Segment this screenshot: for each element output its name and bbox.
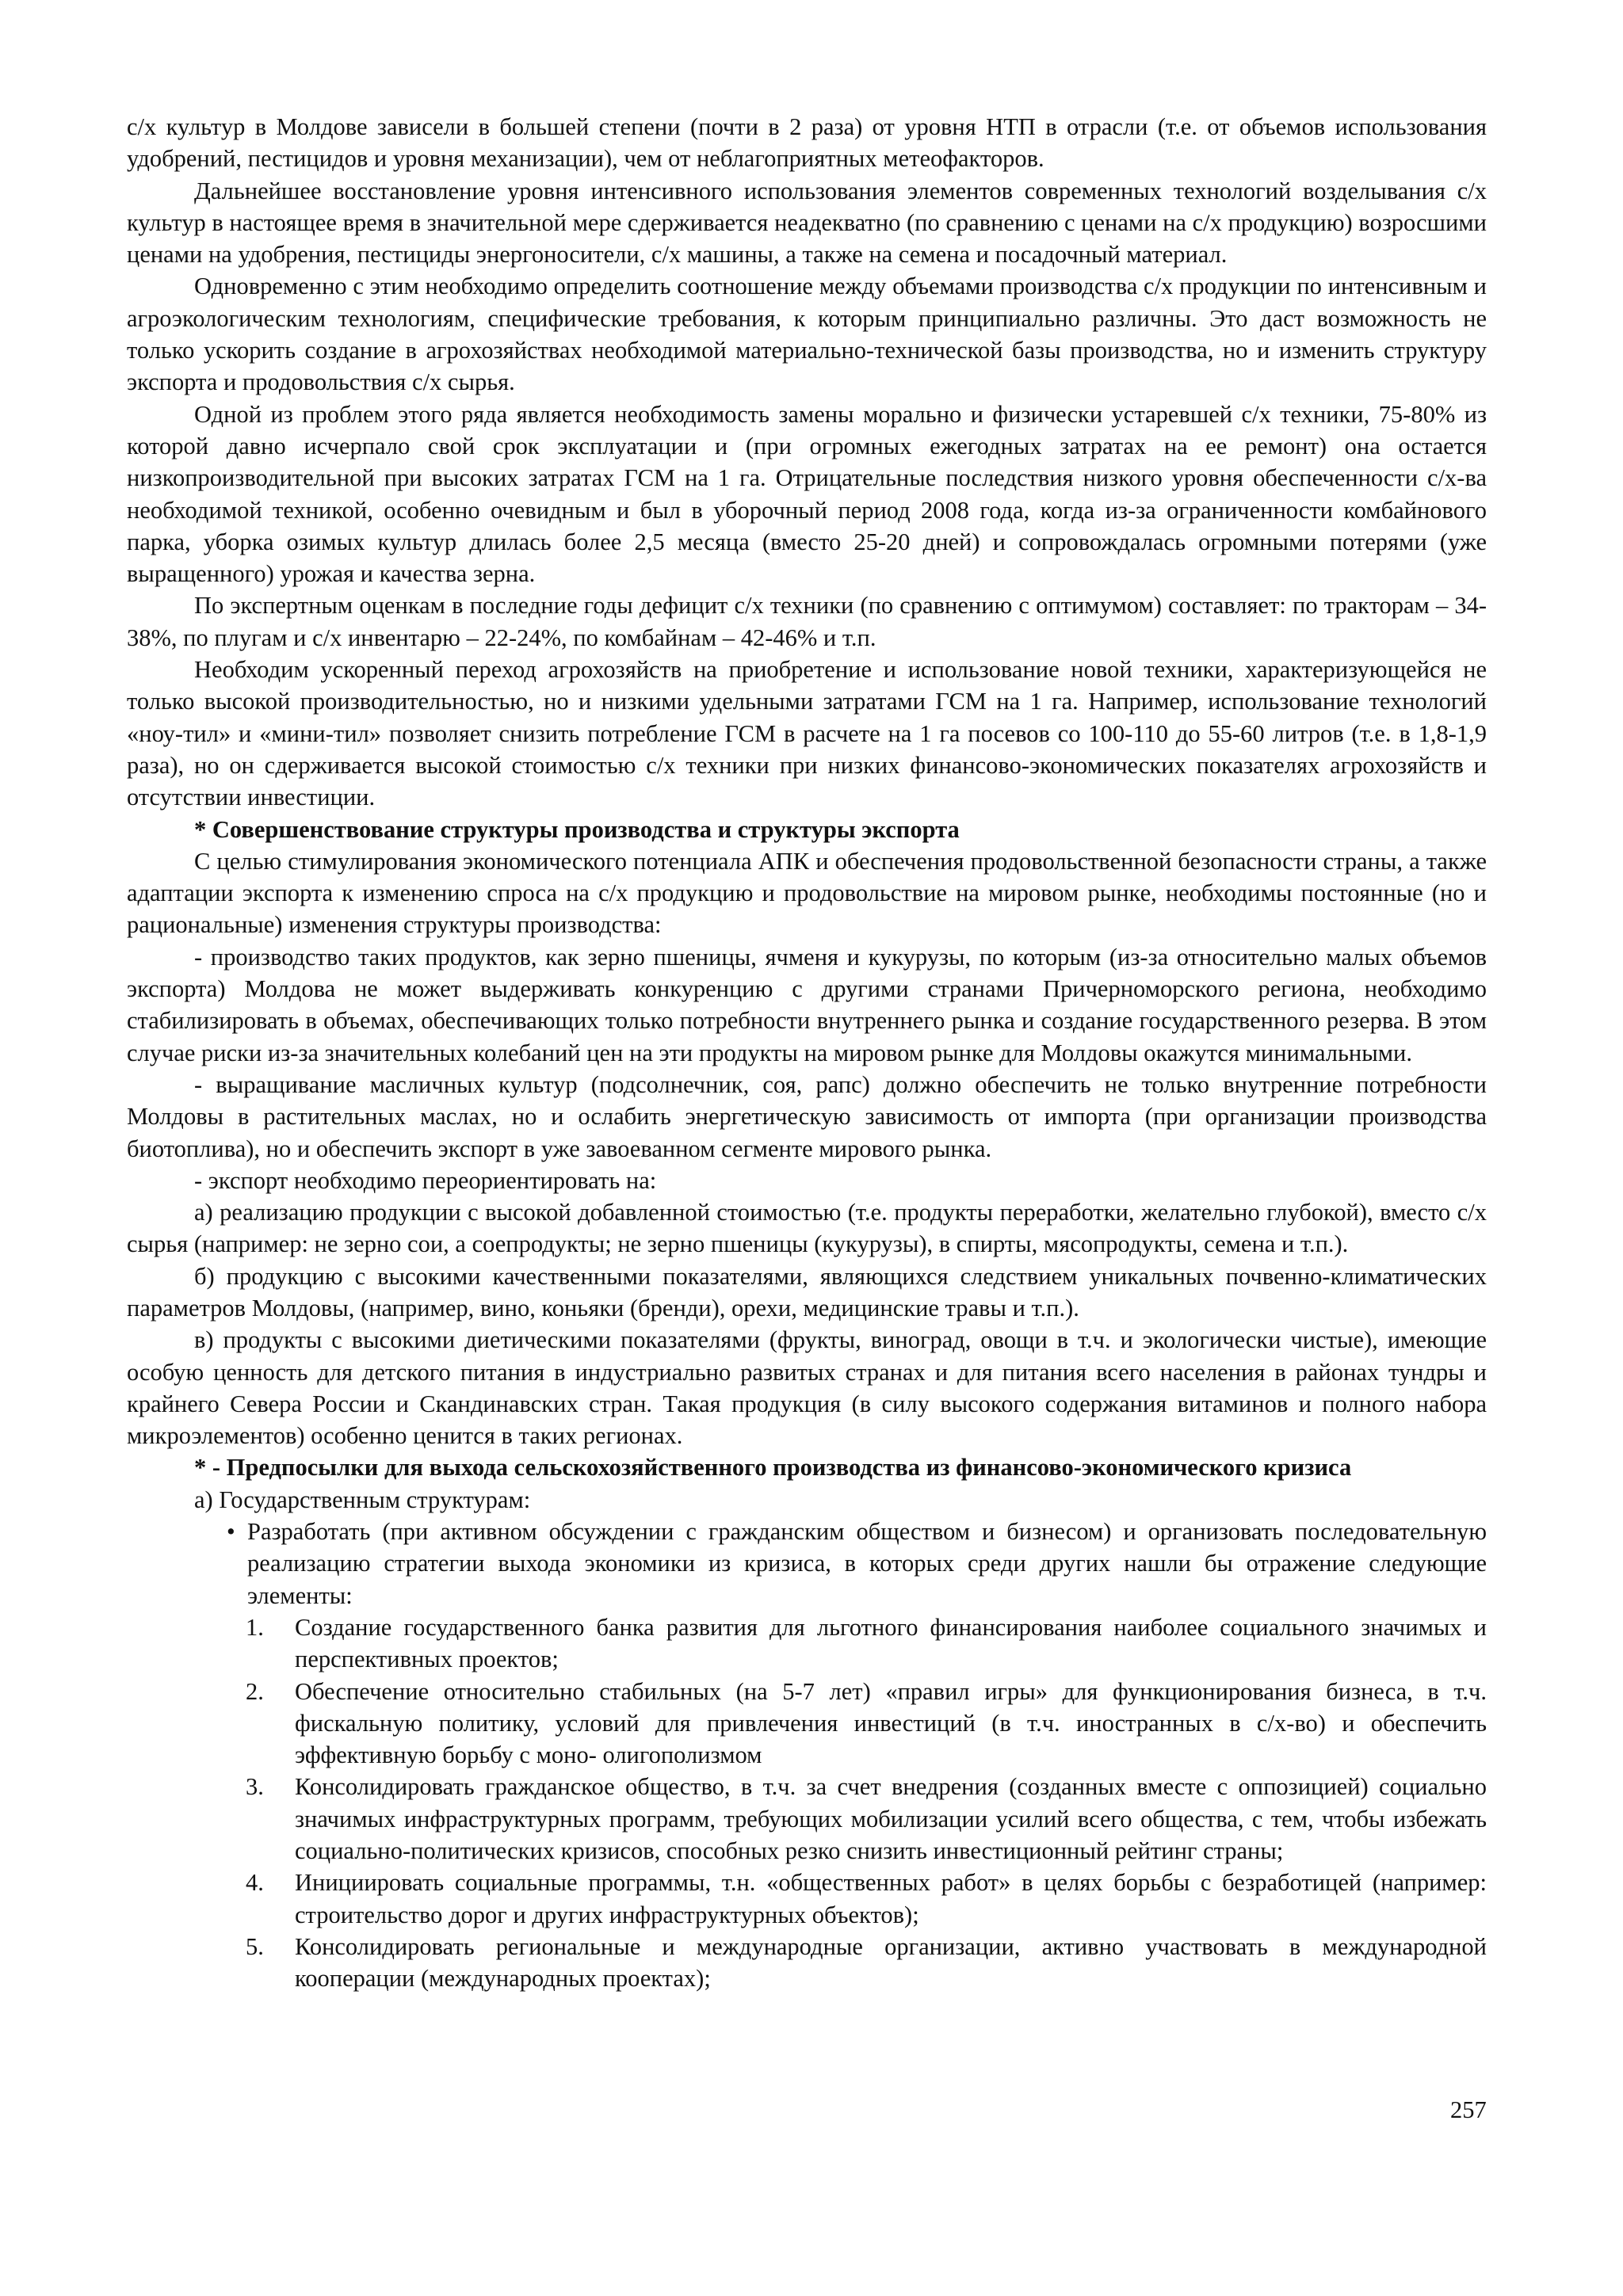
paragraph: в) продукты с высокими диетическими показателями (фрукты, виноград, овощи в т.ч. и экологически чистые), имеющие особую ценность для детского питания в индустриально развитых странах и для питания всего населения в районах тундры и крайнего Севера России и Скандинавских стран. Такая продукция (в силу высокого содержания витаминов и полного набора микроэлементов) особенно ценится в таких регионах. bbox=[127, 1326, 1487, 1450]
list-number: 5. bbox=[246, 1932, 264, 1960]
list-number: 4. bbox=[246, 1869, 264, 1897]
paragraph: Одной из проблем этого ряда является необходимость замены морально и физически устаревшей с/х техники, 75-80% из которой давно исчерпало свой срок эксплуатации и (при огромных ежегодных затратах на ее ремонт) она остается низкопроизводительной при высоких затратах ГСМ на 1 га. Отрицательные последствия низкого уровня обеспеченности с/х-ва необходимой техникой, особенно очевидным и был в уборочный период 2008 года, когда из-за ограниченности комбайнового парка, уборка озимых культур длилась более 2,5 месяца (вместо 25-20 дней) и сопровождалась огромными потерями (уже выращенного) урожая и качества зерна. bbox=[127, 400, 1487, 588]
paragraph: Необходим ускоренный переход агрохозяйств на приобретение и использование новой техники, характеризующейся не только высокой производительностью, но и низкими удельными затратами ГСМ на 1 га. Например, использование технологий «ноу-тил» и «мини-тил» позволяет снизить потребление ГСМ в расчете на 1 га посевов со 100-110 до 55-60 литров (т.е. в 1,8-1,9 раза), но он сдерживается высокой стоимостью с/х техники при низких финансово-экономических показателях агрохозяйств и отсутствии инвестиции. bbox=[127, 656, 1487, 811]
section-heading: * - Предпосылки для выхода сельскохозяйственного производства из финансово-экономического кризиса bbox=[194, 1454, 1352, 1482]
bullet-text: Разработать (при активном обсуждении с гражданским обществом и бизнесом) и организовать последовательную реализацию стратегии выхода экономики из кризиса, в которых среди других нашли бы отражение следующие элементы: bbox=[247, 1518, 1487, 1609]
paragraph: Дальнейшее восстановление уровня интенсивного использования элементов современных технологий возделывания с/х культур в настоящее время в значительной мере сдерживается неадекватно (по сравнению с ценами на с/х продукцию) возросшими ценами на удобрения, пестициды энергоносители, с/х машины, а также на семена и посадочный материал. bbox=[127, 177, 1487, 269]
list-item bbox=[246, 1771, 1487, 1867]
paragraph: - экспорт необходимо переориентировать на: bbox=[194, 1166, 657, 1194]
paragraph: с/х культур в Молдове зависели в большей степени (почти в 2 раза) от уровня НТП в отрасли (т.е. от объемов использования удобрений, пестицидов и уровня механизации), чем от неблагоприятных метеофакторов. bbox=[127, 113, 1487, 173]
list-item bbox=[246, 1931, 1487, 1995]
list-item bbox=[246, 1867, 1487, 1931]
paragraph: а) реализацию продукции с высокой добавленной стоимостью (т.е. продукты переработки, желательно глубокой), вместо с/х сырья (например: не зерно сои, а соепродукты; не зерно пшеницы (кукурузы), в спирты, мясопродукты, семена и т.п.). bbox=[127, 1199, 1487, 1258]
bullet-icon: • bbox=[227, 1518, 235, 1546]
list-item bbox=[246, 1611, 1487, 1676]
list-text: Инициировать социальные программы, т.н. «общественных работ» в целях борьбы с безработицей (например: строительство дорог и других инфраструктурных объектов); bbox=[295, 1869, 1487, 1928]
paragraph: Одновременно с этим необходимо определить соотношение между объемами производства с/х продукции по интенсивным и агроэкологическим технологиям, специфические требования, к которым принципиально различны. Это даст возможность не только ускорить создание в агрохозяйствах необходимой материально-технической базы производства, но и изменить структуру экспорта и продовольствия с/х сырья. bbox=[127, 273, 1487, 396]
paragraph: По экспертным оценкам в последние годы дефицит с/х техники (по сравнению с оптимумом) составляет: по тракторам – 34-38%, по плугам и с/х инвентарю – 22-24%, по комбайнам – 42-46% и т.п. bbox=[127, 592, 1487, 651]
list-text: Консолидировать региональные и международные организации, активно участвовать в международной кооперации (международных проектах); bbox=[295, 1932, 1487, 1993]
paragraph: - выращивание масличных культур (подсолнечник, соя, рапс) должно обеспечить не только внутренние потребности Молдовы в растительных маслах, но и ослабить энергетическую зависимость от импорта (при организации производства биотоплива), но и обеспечить экспорт в уже завоеванном сегменте мирового рынка. bbox=[127, 1070, 1487, 1162]
section-heading: * Совершенствование структуры производства и структуры экспорта bbox=[194, 815, 960, 843]
list-text: Обеспечение относительно стабильных (на 5-7 лет) «правил игры» для функционирования бизнеса, в т.ч. фискальную политику, условий для привлечения инвестиций (в т.ч. иностранных в с/х-во) и обеспечить эффективную борьбу с моно- олигополизмом bbox=[295, 1677, 1487, 1769]
subheading: а) Государственным структурам: bbox=[194, 1486, 531, 1513]
list-text: Создание государственного банка развития для льготного финансирования наиболее социального значимых и перспективных проектов; bbox=[295, 1613, 1487, 1673]
numbered-list bbox=[127, 1611, 1487, 1995]
list-number: 1. bbox=[246, 1613, 264, 1641]
list-item bbox=[246, 1676, 1487, 1772]
bullet-list bbox=[127, 1516, 1487, 1611]
list-text: Консолидировать гражданское общество, в т.ч. за счет внедрения (созданных вместе с оппозицией) социально значимых инфраструктурных программ, требующих мобилизации усилий всего общества, с тем, чтобы избежать социально-политических кризисов, способных резко снизить инвестиционный рейтинг страны; bbox=[295, 1773, 1487, 1865]
paragraph: б) продукцию с высокими качественными показателями, являющихся следствием уникальных почвенно-климатических параметров Молдовы, (например, вино, коньяки (бренди), орехи, медицинские травы и т.п.). bbox=[127, 1262, 1487, 1322]
bullet-item bbox=[227, 1516, 1487, 1611]
paragraph: - производство таких продуктов, как зерно пшеницы, ячменя и кукурузы, по которым (из-за относительно малых объемов экспорта) Молдова не может выдерживать конкуренцию с другими странами Причерноморского региона, необходимо стабилизировать в объемах, обеспечивающих только потребности внутреннего рынка и создание государственного резерва. В этом случае риски из-за значительных колебаний цен на эти продукты на мировом рынке для Молдовы окажутся минимальными. bbox=[127, 943, 1487, 1066]
page-number: 257 bbox=[1450, 2096, 1487, 2123]
list-number: 3. bbox=[246, 1773, 264, 1801]
paragraph: С целью стимулирования экономического потенциала АПК и обеспечения продовольственной безопасности страны, а также адаптации экспорта к изменению спроса на с/х продукцию и продовольствие на мировом рынке, необходимы постоянные (но и рациональные) изменения структуры производства: bbox=[127, 847, 1487, 939]
list-number: 2. bbox=[246, 1677, 264, 1705]
